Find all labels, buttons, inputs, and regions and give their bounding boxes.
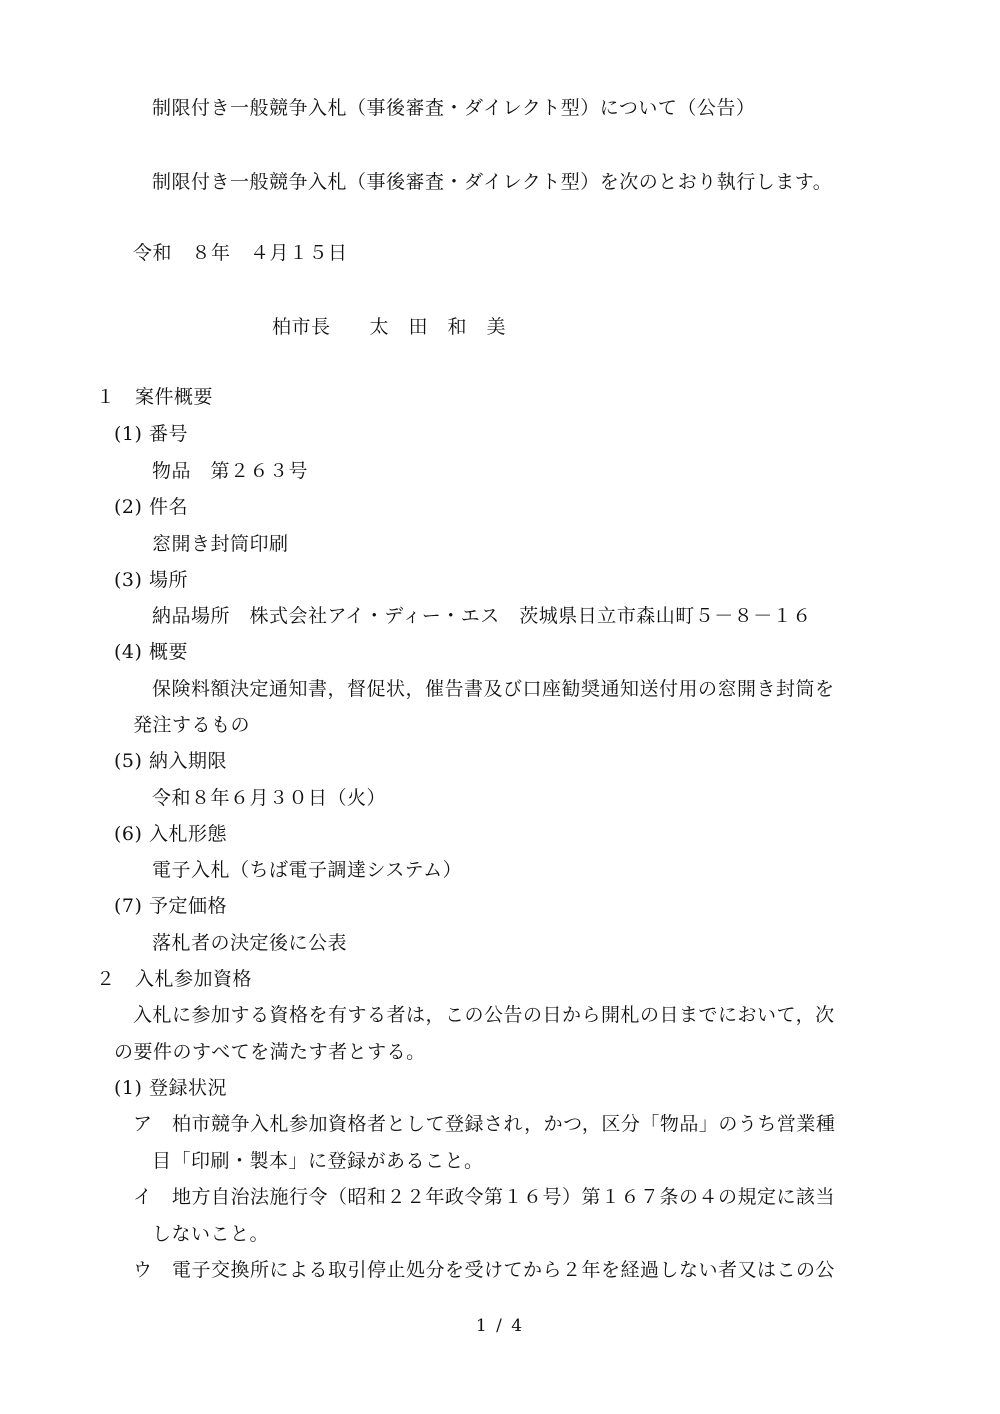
item-body: 納品場所 株式会社アイ・ディー・エス 茨城県日立市森山町５－８－１６ — [152, 605, 812, 627]
item-label: (5) 納入期限 — [114, 750, 227, 772]
item-body: 令和８年６月３０日（火） — [152, 787, 387, 809]
item-label: (4) 概要 — [114, 641, 188, 663]
paragraph: 入札に参加する資格を有する者は，この公告の日から開札の日までにおいて，次 — [133, 1004, 835, 1026]
clause: イ 地方自治法施行令（昭和２２年政令第１６号）第１６７条の４の規定に該当 — [133, 1186, 836, 1208]
item-label: (1) 番号 — [114, 423, 188, 445]
item-label: (6) 入札形態 — [114, 823, 227, 845]
clause: 目「印刷・製本」に登録があること。 — [152, 1150, 484, 1172]
section-heading: １ 案件概要 — [96, 386, 214, 408]
item-label: (3) 場所 — [114, 569, 188, 591]
item-body: 窓開き封筒印刷 — [152, 533, 289, 555]
clause: ア 柏市競争入札参加資格者として登録され，かつ，区分「物品」のうち営業種 — [133, 1113, 836, 1135]
intro-text: 制限付き一般競争入札（事後審査・ダイレクト型）を次のとおり執行します。 — [152, 171, 833, 193]
clause: ウ 電子交換所による取引停止処分を受けてから２年を経過しない者又はこの公 — [133, 1259, 836, 1281]
item-body: 発注するもの — [133, 714, 251, 736]
page-number: 1 / 4 — [475, 1316, 525, 1336]
item-body: 保険料額決定通知書，督促状，催告書及び口座勧奨通知送付用の窓開き封筒を — [152, 678, 835, 700]
item-label: (1) 登録状況 — [114, 1077, 227, 1099]
item-label: (2) 件名 — [114, 496, 188, 518]
item-label: (7) 予定価格 — [114, 895, 227, 917]
item-body: 電子入札（ちば電子調達システム） — [152, 859, 463, 881]
item-body: 落札者の決定後に公表 — [152, 932, 348, 954]
paragraph: の要件のすべてを満たす者とする。 — [114, 1041, 426, 1063]
date: 令和 ８年 ４月１５日 — [133, 242, 348, 264]
item-body: 物品 第２６３号 — [152, 460, 309, 482]
section-heading: ２ 入札参加資格 — [96, 968, 253, 990]
issuer: 柏市長 太 田 和 美 — [272, 316, 507, 338]
document-title: 制限付き一般競争入札（事後審査・ダイレクト型）について（公告） — [152, 97, 756, 119]
clause: しないこと。 — [152, 1223, 270, 1245]
